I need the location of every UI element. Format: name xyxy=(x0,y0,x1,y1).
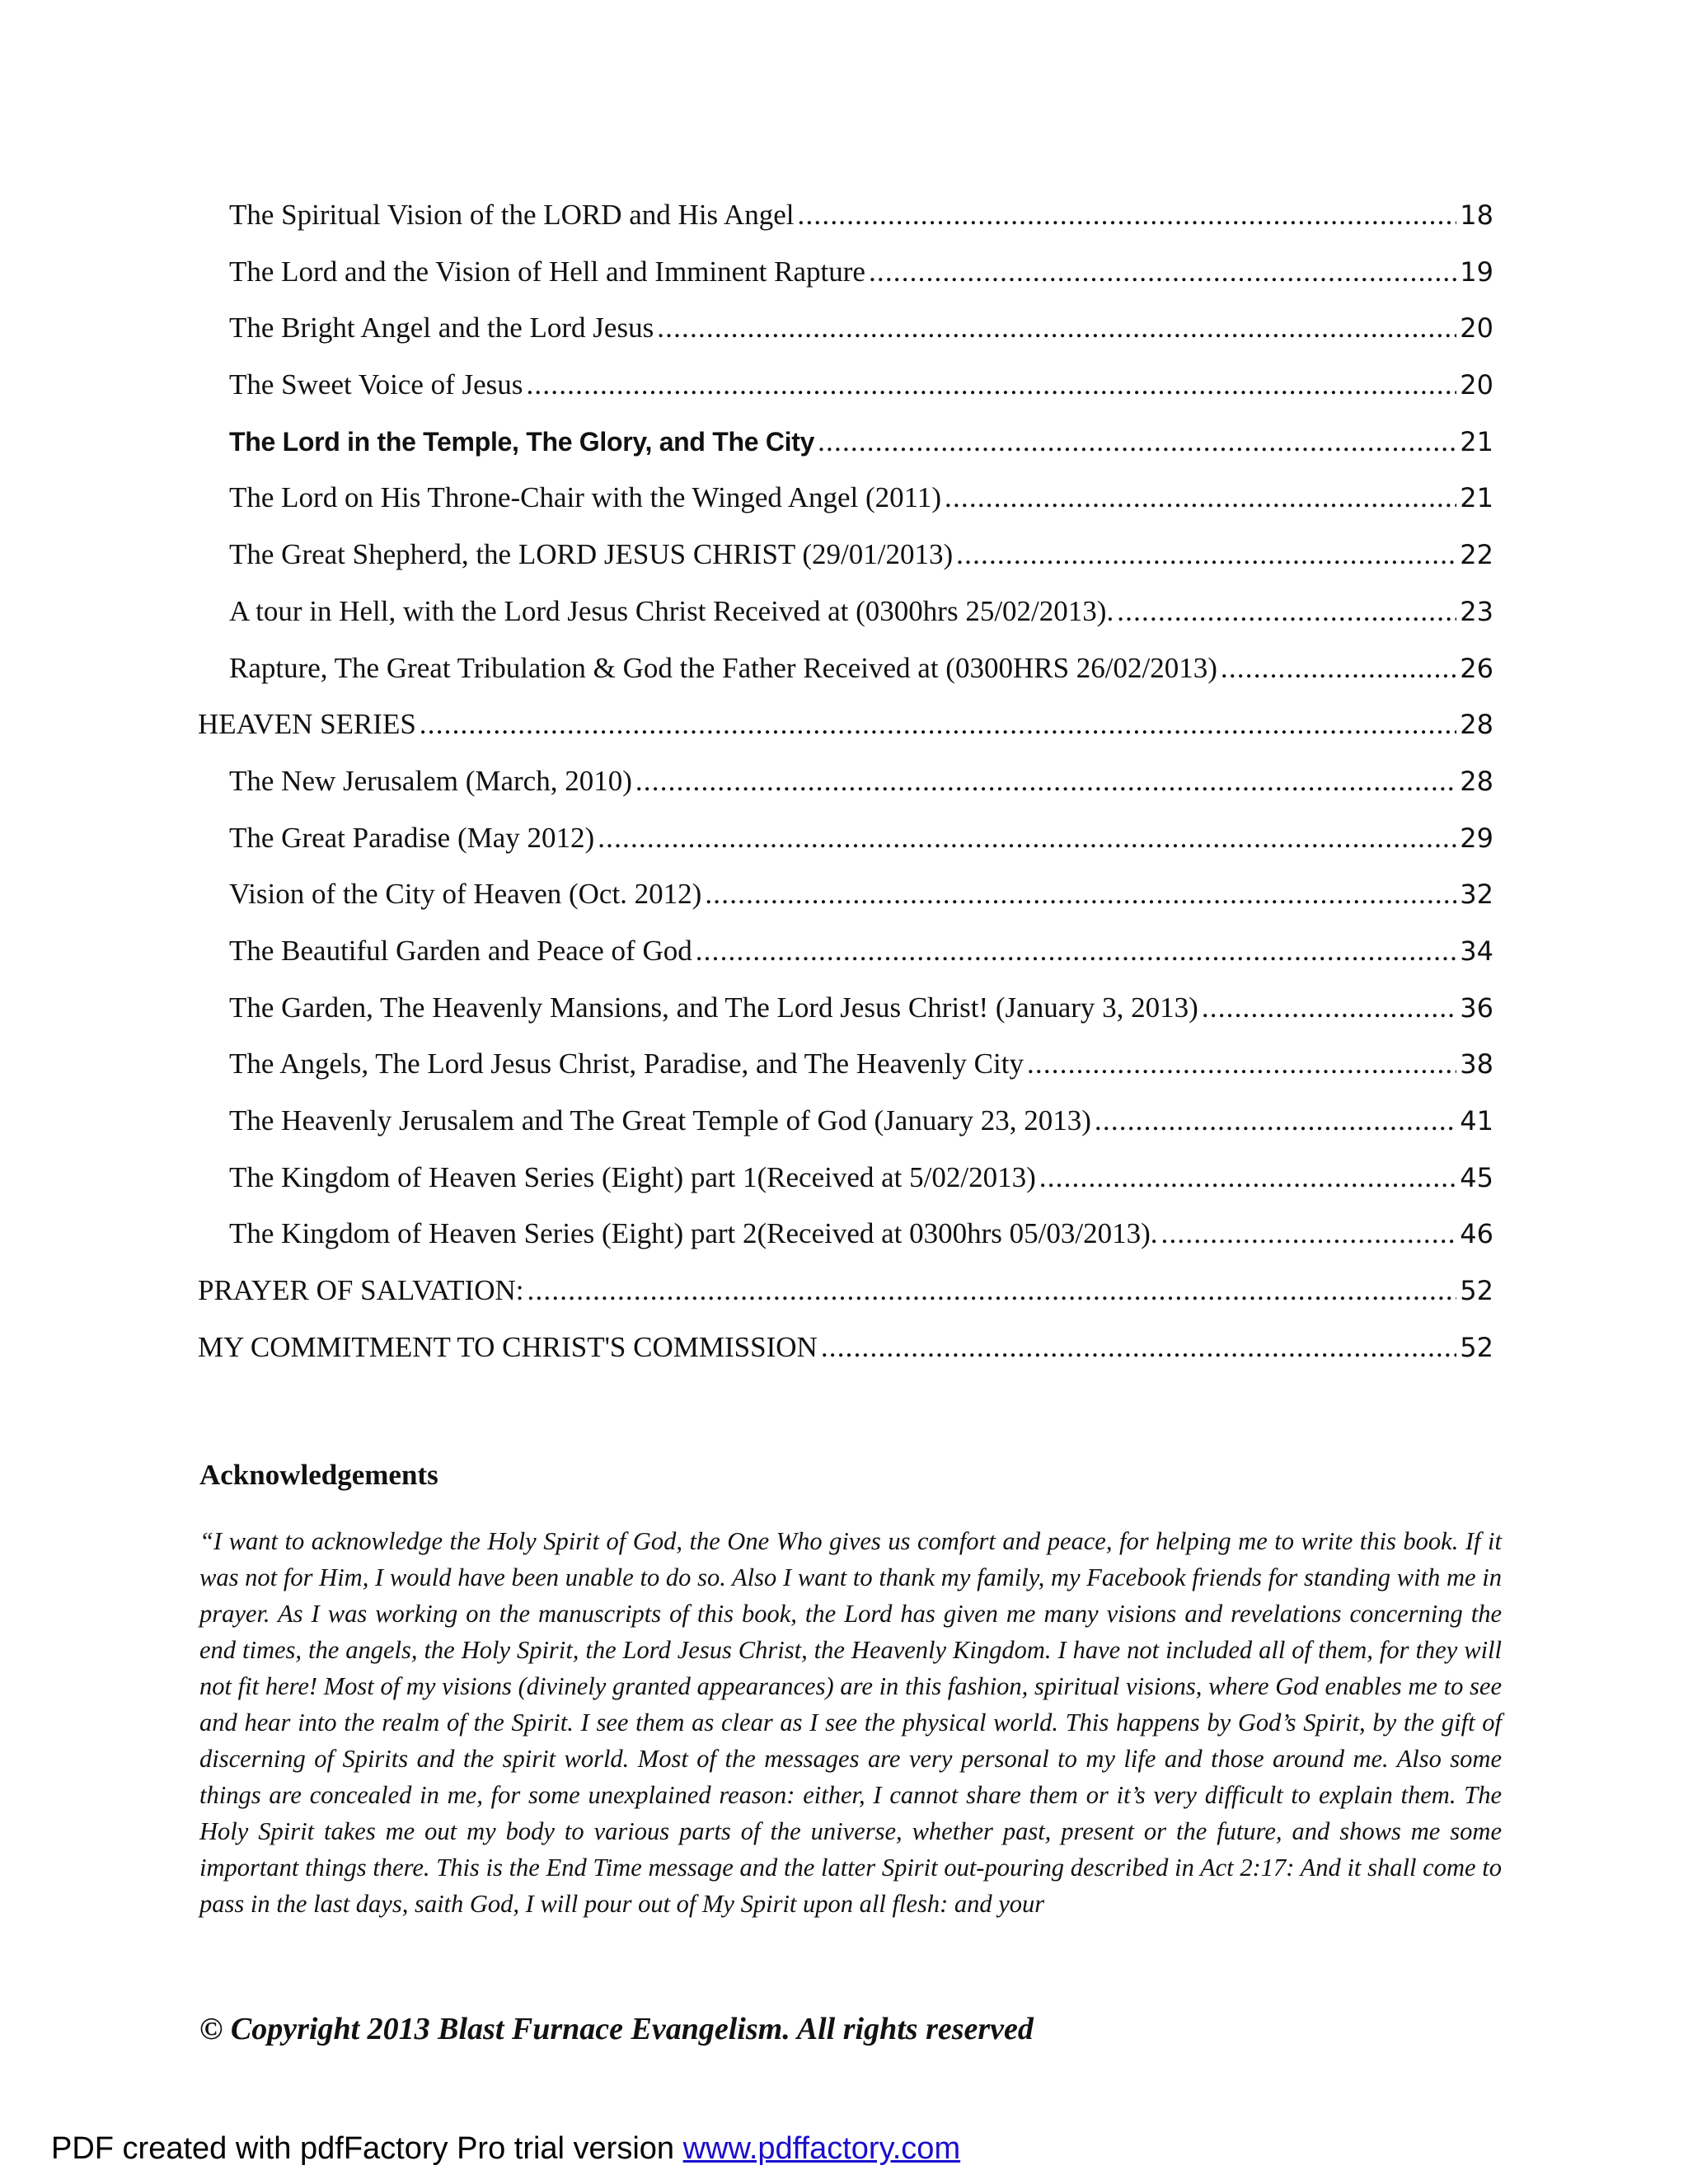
pdf-footer-text: PDF created with pdfFactory Pro trial version xyxy=(51,2131,683,2166)
toc-entry[interactable] xyxy=(198,470,1493,527)
toc-entry-title: The Spiritual Vision of the LORD and His Angel xyxy=(229,199,795,231)
toc-entry[interactable] xyxy=(198,1206,1493,1263)
table-of-contents xyxy=(198,187,1493,1376)
toc-dot-leader xyxy=(1202,980,1456,1037)
toc-entry-page: 21 xyxy=(1460,482,1493,514)
toc-entry-title: PRAYER OF SALVATION: xyxy=(198,1274,524,1307)
toc-entry-page: 20 xyxy=(1460,312,1493,344)
toc-entry-title: The New Jerusalem (March, 2010) xyxy=(229,764,632,797)
toc-entry[interactable] xyxy=(198,980,1493,1037)
toc-entry-page: 22 xyxy=(1460,539,1493,571)
toc-entry[interactable] xyxy=(198,583,1493,640)
toc-entry-page: 36 xyxy=(1460,991,1493,1024)
toc-entry-page: 21 xyxy=(1460,425,1493,457)
toc-entry[interactable] xyxy=(198,357,1493,414)
toc-entry-page: 28 xyxy=(1460,765,1493,797)
toc-entry[interactable] xyxy=(198,696,1493,753)
toc-entry-title: HEAVEN SERIES xyxy=(198,708,416,741)
toc-entry-page: 52 xyxy=(1460,1331,1493,1363)
toc-dot-leader xyxy=(528,1263,1457,1319)
pdf-footer xyxy=(51,2131,960,2167)
toc-entry[interactable] xyxy=(198,810,1493,867)
toc-dot-leader xyxy=(705,866,1456,923)
toc-dot-leader xyxy=(635,753,1456,810)
toc-dot-leader xyxy=(798,187,1457,244)
toc-entry-title: The Sweet Voice of Jesus xyxy=(229,368,523,401)
toc-dot-leader xyxy=(1039,1150,1457,1207)
copyright-notice: © Copyright 2013 Blast Furnace Evangelism. All rights reserved xyxy=(199,2012,1034,2046)
acknowledgements-body: “I want to acknowledge the Holy Spirit of God, the One Who gives us comfort and peace, for helping me to write this book. If it was not for Him, I would have been unable to do so. Also I want to thank my family, my Facebook friends for standing with me in prayer. As I was working on the manuscripts of this book, the Lord has given me many visions and revelations concerning the end times, the angels, the Holy Spirit, the Lord Jesus Christ, the Heavenly Kingdom. I have not included all of them, for they will not fit here! Most of my visions (divinely granted appearances) are in this fashion, spiritual visions, where God enables me to see and hear into the realm of the Spirit. I see them as clear as I see the physical world. This happens by God’s Spirit, by the gift of discerning of Spirits and the spirit world. Most of the messages are very personal to my life and those around me. Also some things are concealed in me, for some unexplained reason: either, I cannot share them or it’s very difficult to explain them. The Holy Spirit takes me out my body to various parts of the universe, whether past, present or the future, and shows me some important things there. This is the End Time message and the latter Spirit out-pouring described in Act 2:17: And it shall come to pass in the last days, saith God, I will pour out of My Spirit upon all flesh: and your xyxy=(199,1527,1502,1918)
toc-dot-leader xyxy=(1095,1093,1456,1150)
toc-entry-title: A tour in Hell, with the Lord Jesus Christ Received at (0300hrs 25/02/2013). xyxy=(229,594,1114,627)
toc-entry-title: The Lord in the Temple, The Glory, and The City xyxy=(229,426,815,457)
toc-dot-leader xyxy=(598,810,1456,867)
toc-entry[interactable] xyxy=(198,1150,1493,1207)
toc-entry-title: The Bright Angel and the Lord Jesus xyxy=(229,312,654,344)
toc-entry-title: The Heavenly Jerusalem and The Great Temple of God (January 23, 2013) xyxy=(229,1104,1091,1137)
toc-entry-title: The Great Shepherd, the LORD JESUS CHRIST (29/01/2013) xyxy=(229,538,954,571)
toc-entry-page: 41 xyxy=(1460,1105,1493,1137)
toc-entry-page: 46 xyxy=(1460,1218,1493,1250)
toc-entry[interactable] xyxy=(198,527,1493,583)
toc-entry-title: MY COMMITMENT TO CHRIST'S COMMISSION xyxy=(198,1330,818,1363)
toc-entry-page: 45 xyxy=(1460,1161,1493,1193)
toc-entry-page: 38 xyxy=(1460,1048,1493,1080)
toc-entry-title: The Great Paradise (May 2012) xyxy=(229,821,595,854)
toc-entry[interactable] xyxy=(198,187,1493,244)
toc-entry[interactable] xyxy=(198,300,1493,357)
toc-entry-page: 26 xyxy=(1460,652,1493,684)
acknowledgements-heading: Acknowledgements xyxy=(199,1459,438,1491)
toc-entry-title: The Lord and the Vision of Hell and Imminent Rapture xyxy=(229,255,865,288)
toc-entry-title: The Lord on His Throne-Chair with the Winged Angel (2011) xyxy=(229,481,942,514)
toc-dot-leader xyxy=(1027,1036,1456,1093)
toc-entry-page: 32 xyxy=(1460,879,1493,911)
toc-dot-leader xyxy=(657,300,1456,357)
toc-dot-leader xyxy=(696,923,1457,980)
toc-dot-leader xyxy=(818,414,1456,471)
toc-entry-title: The Garden, The Heavenly Mansions, and The Lord Jesus Christ! (January 3, 2013) xyxy=(229,991,1198,1024)
toc-dot-leader xyxy=(821,1319,1456,1376)
toc-entry-title: The Angels, The Lord Jesus Christ, Paradise, and The Heavenly City xyxy=(229,1047,1024,1080)
toc-dot-leader xyxy=(945,470,1456,527)
toc-dot-leader xyxy=(1221,640,1456,697)
toc-entry-page: 18 xyxy=(1460,199,1493,231)
toc-dot-leader xyxy=(1161,1206,1457,1263)
toc-entry[interactable] xyxy=(198,923,1493,980)
toc-entry[interactable] xyxy=(198,866,1493,923)
toc-entry-title: The Kingdom of Heaven Series (Eight) part 1(Received at 5/02/2013) xyxy=(229,1160,1036,1193)
toc-dot-leader xyxy=(526,357,1456,414)
toc-entry[interactable] xyxy=(198,244,1493,301)
toc-entry[interactable] xyxy=(198,640,1493,697)
toc-entry-page: 23 xyxy=(1460,595,1493,627)
toc-dot-leader xyxy=(1117,583,1456,640)
pdffactory-link[interactable]: www.pdffactory.com xyxy=(682,2131,961,2166)
toc-entry-page: 19 xyxy=(1460,255,1493,288)
toc-entry-title: The Beautiful Garden and Peace of God xyxy=(229,934,692,967)
toc-dot-leader xyxy=(869,244,1456,301)
toc-entry[interactable] xyxy=(198,1036,1493,1093)
toc-entry-title: Rapture, The Great Tribulation & God the Father Received at (0300HRS 26/02/2013) xyxy=(229,651,1217,684)
toc-dot-leader xyxy=(956,527,1456,583)
toc-entry[interactable] xyxy=(198,753,1493,810)
toc-dot-leader xyxy=(420,696,1456,753)
toc-entry-page: 20 xyxy=(1460,369,1493,401)
toc-entry-page: 29 xyxy=(1460,822,1493,854)
toc-entry-page: 34 xyxy=(1460,935,1493,967)
toc-entry[interactable] xyxy=(198,1319,1493,1376)
toc-entry[interactable] xyxy=(198,1093,1493,1150)
toc-entry[interactable] xyxy=(198,414,1493,471)
toc-entry[interactable] xyxy=(198,1263,1493,1319)
toc-entry-title: The Kingdom of Heaven Series (Eight) part 2(Received at 0300hrs 05/03/2013). xyxy=(229,1217,1158,1250)
toc-entry-page: 28 xyxy=(1460,709,1493,741)
toc-entry-page: 52 xyxy=(1460,1275,1493,1307)
toc-entry-title: Vision of the City of Heaven (Oct. 2012) xyxy=(229,878,702,911)
